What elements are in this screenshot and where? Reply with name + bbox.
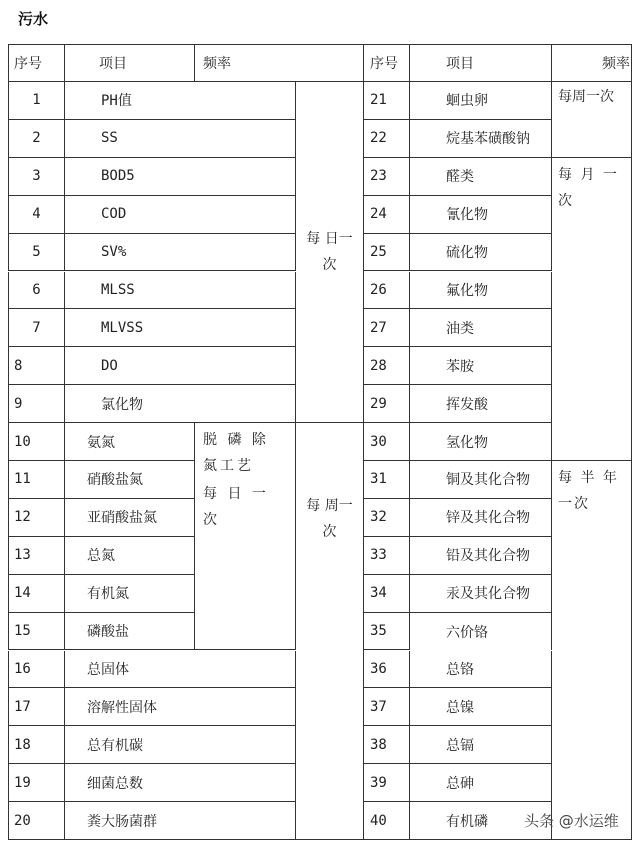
right-row-no: 21 (364, 82, 410, 120)
left-row-no: 3 (8, 158, 65, 196)
left-row-item: MLSS (65, 272, 296, 310)
right-row-item: 总铬 (410, 651, 552, 689)
left-row-no: 1 (8, 82, 65, 120)
right-row-item: 烷基苯磺酸钠 (410, 120, 552, 158)
left-row-no: 14 (8, 575, 65, 613)
left-row-item: COD (65, 196, 296, 234)
left-row-item: 硝酸盐氮 (65, 461, 195, 499)
right-row-no: 37 (364, 688, 410, 726)
right-row-item: 总镍 (410, 688, 552, 726)
header-4: 序号 (364, 44, 410, 82)
process-note-line: 每 日 一 次 (203, 486, 269, 529)
left-row-no: 20 (8, 802, 65, 840)
right-row-item: 有机磷 (410, 802, 552, 840)
right-row-item: 锌及其化合物 (410, 499, 552, 537)
left-row-item: 有机氮 (65, 575, 195, 613)
left-row-no: 9 (8, 385, 65, 423)
freq-weekly-right: 每周一次 (552, 82, 632, 158)
right-row-item: 蛔虫卵 (410, 82, 552, 120)
right-row-item: 油类 (410, 309, 552, 347)
right-row-no: 25 (364, 234, 410, 272)
left-row-item: 细菌总数 (65, 764, 296, 802)
page-title: 污水 (18, 10, 49, 28)
right-row-no: 30 (364, 423, 410, 461)
freq-weekly-left: 每 周一次 (296, 423, 364, 840)
left-row-item: PH值 (65, 82, 296, 120)
right-row-item: 铅及其化合物 (410, 537, 552, 575)
header-2: 项目 (65, 44, 195, 82)
left-row-item: 总氮 (65, 537, 195, 575)
left-row-item: SV% (65, 234, 296, 272)
left-row-item: 亚硝酸盐氮 (65, 499, 195, 537)
freq-daily: 每 日一次 (296, 82, 364, 423)
right-row-no: 38 (364, 726, 410, 764)
right-row-item: 总镉 (410, 726, 552, 764)
right-row-item: 六价铬 (410, 613, 552, 651)
header-1: 序号 (8, 44, 65, 82)
process-note-line: 脱 磷 除 氮工艺 (203, 432, 269, 475)
left-row-item: 氯化物 (65, 385, 296, 423)
left-row-item: 溶解性固体 (65, 688, 296, 726)
right-row-no: 39 (364, 764, 410, 802)
left-row-no: 5 (8, 234, 65, 272)
right-row-item: 汞及其化合物 (410, 575, 552, 613)
right-row-no: 35 (364, 613, 410, 651)
left-row-item: DO (65, 347, 296, 385)
right-row-no: 26 (364, 272, 410, 310)
right-row-no: 22 (364, 120, 410, 158)
right-row-no: 34 (364, 575, 410, 613)
right-row-item: 醛类 (410, 158, 552, 196)
left-row-no: 16 (8, 651, 65, 689)
right-row-no: 32 (364, 499, 410, 537)
left-row-no: 17 (8, 688, 65, 726)
left-row-no: 10 (8, 423, 65, 461)
right-row-no: 31 (364, 461, 410, 499)
left-row-item: BOD5 (65, 158, 296, 196)
left-row-item: SS (65, 120, 296, 158)
left-row-no: 13 (8, 537, 65, 575)
left-row-no: 7 (8, 309, 65, 347)
right-row-no: 29 (364, 385, 410, 423)
left-row-no: 11 (8, 461, 65, 499)
left-row-item: 粪大肠菌群 (65, 802, 296, 840)
right-row-item: 硫化物 (410, 234, 552, 272)
header-5: 项目 (410, 44, 552, 82)
right-row-no: 33 (364, 537, 410, 575)
watermark: 头条 @水运维 (524, 812, 619, 830)
right-row-item: 总砷 (410, 764, 552, 802)
right-row-item: 氰化物 (410, 196, 552, 234)
right-row-item: 挥发酸 (410, 385, 552, 423)
right-row-item: 氟化物 (410, 272, 552, 310)
left-row-no: 6 (8, 272, 65, 310)
right-row-no: 28 (364, 347, 410, 385)
header-3: 频率 (195, 44, 364, 82)
left-row-item: 磷酸盐 (65, 613, 195, 651)
right-row-no: 24 (364, 196, 410, 234)
left-row-item: 氨氮 (65, 423, 195, 461)
left-row-item: 总固体 (65, 651, 296, 689)
left-row-item: MLVSS (65, 309, 296, 347)
header-6: 频率 (552, 44, 632, 82)
right-row-no: 23 (364, 158, 410, 196)
left-row-no: 2 (8, 120, 65, 158)
right-row-no: 40 (364, 802, 410, 840)
left-row-no: 8 (8, 347, 65, 385)
right-row-item: 苯胺 (410, 347, 552, 385)
left-row-no: 18 (8, 726, 65, 764)
left-row-no: 4 (8, 196, 65, 234)
left-row-no: 15 (8, 613, 65, 651)
right-row-item: 氢化物 (410, 423, 552, 461)
left-row-no: 12 (8, 499, 65, 537)
right-row-item: 铜及其化合物 (410, 461, 552, 499)
left-row-item: 总有机碳 (65, 726, 296, 764)
freq-monthly: 每 月 一次 (552, 158, 632, 461)
left-row-no: 19 (8, 764, 65, 802)
right-row-no: 27 (364, 309, 410, 347)
freq-semiannual: 每 半 年一次 (552, 461, 632, 840)
right-row-no: 36 (364, 651, 410, 689)
process-note (195, 423, 296, 650)
